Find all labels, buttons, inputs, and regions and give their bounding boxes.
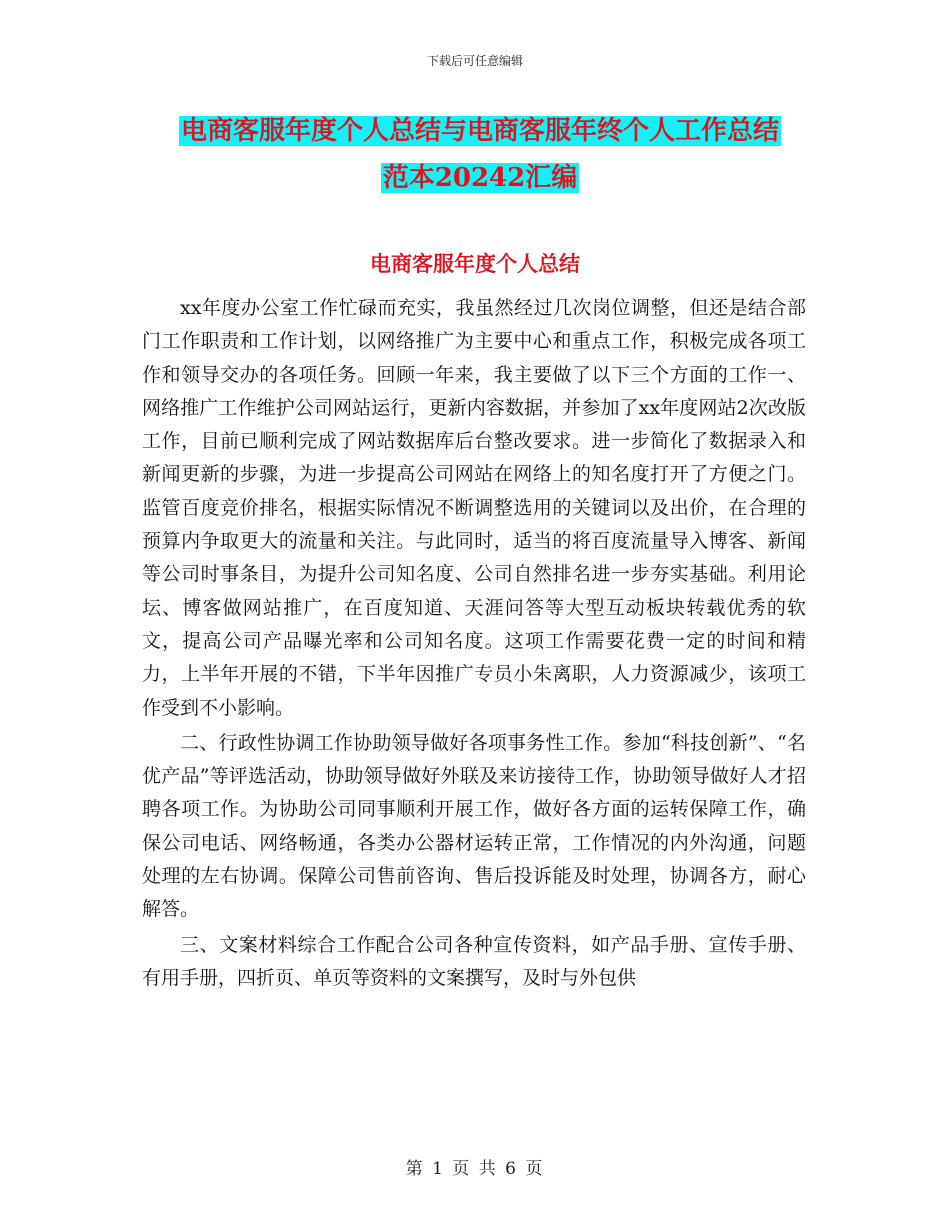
- paragraph-1: xx年度办公室工作忙碌而充实，我虽然经过几次岗位调整，但还是结合部门工作职责和工作计划，以网络推广为主要中心和重点工作，积极完成各项工作和领导交办的各项任务。回顾一年来，我主要做了以下三个方面的工作一、网络推广工作维护公司网站运行，更新内容数据，并参加了xx年度网站2次改版工作，目前已顺利完成了网站数据库后台整改要求。进一步简化了数据录入和新闻更新的步骤，为进一步提高公司网站在网络上的知名度打开了方便之门。监管百度竞价排名，根据实际情况不断调整选用的关键词以及出价，在合理的预算内争取更大的流量和关注。与此同时，适当的将百度流量导入博客、新闻等公司时事条目，为提升公司知名度、公司自然排名进一步夯实基础。利用论坛、博客做网站推广，在百度知道、天涯问答等大型互动板块转载优秀的软文，提高公司产品曝光率和公司知名度。这项工作需要花费一定的时间和精力，上半年开展的不错，下半年因推广专员小朱离职，人力资源减少，该项工作受到不小影响。: [142, 297, 806, 719]
- paragraph-2: 二、行政性协调工作协助领导做好各项事务性工作。参加“科技创新”、“名优产品”等评选活动，协助领导做好外联及来访接待工作，协助领导做好人才招聘各项工作。为协助公司同事顺利开展工作，做好各方面的运转保障工作，确保公司电话、网络畅通，各类办公器材运转正常，工作情况的内外沟通，问题处理的左右协调。保障公司售前咨询、售后投诉能及时处理，协调各方，耐心解答。: [142, 731, 806, 921]
- document-title-line-1: 电商客服年度个人总结与电商客服年终个人工作总结: [180, 116, 779, 146]
- header-note: 下载后可任意编辑: [426, 54, 523, 68]
- page-footer: 第 1 页 共 6 页: [405, 1159, 545, 1179]
- document-title: [140, 108, 820, 202]
- document-body: [142, 292, 806, 995]
- section-title: 电商客服年度个人总结: [370, 251, 580, 276]
- document-title-line-2: 范本20242汇编: [382, 163, 578, 193]
- paragraph-3: 三、文案材料综合工作配合公司各种宣传资料，如产品手册、宣传手册、有用手册，四折页、单页等资料的文案撰写，及时与外包供: [142, 933, 806, 989]
